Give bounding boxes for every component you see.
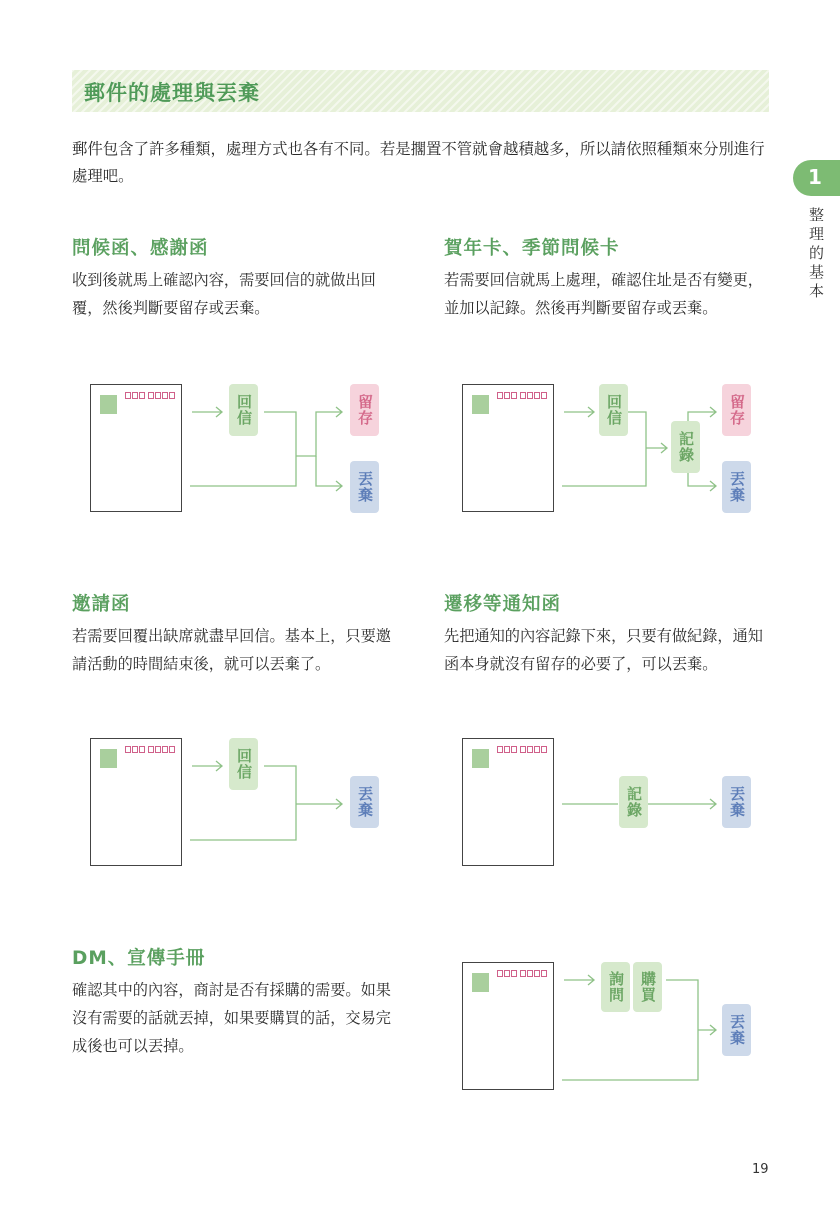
section-body: 確認其中的內容，商討是否有採購的需要。如果沒有需要的話就丟掉，如果要購買的話，交易完成後也可以丟掉。 [72,981,391,1055]
section-heading: DM、宣傳手冊 [72,948,206,969]
page-title: 郵件的處理與丟棄 [84,81,260,105]
zip-code-boxes [125,746,175,755]
flow-diagram [462,384,762,514]
page-number: 19 [752,1162,769,1177]
stamp-icon [472,973,489,992]
section-body: 若需要回覆出缺席就盡早回信。基本上，只要邀請活動的時間結束後，就可以丟棄了。 [72,627,391,673]
tag-record: 記錄 [671,421,700,473]
postcard [462,384,554,512]
section-heading: 邀請函 [72,594,131,615]
zip-code-boxes [125,392,175,401]
tag-keep: 留存 [722,384,751,436]
chapter-number: 1 [808,165,822,189]
page-title-bar [72,70,769,112]
tag-reply: 回信 [599,384,628,436]
stamp-icon [100,749,117,768]
stamp-icon [472,395,489,414]
flow-diagram [462,738,762,868]
tag-discard: 丟棄 [722,1004,751,1056]
tag-discard: 丟棄 [350,776,379,828]
postcard [90,384,182,512]
tag-discard: 丟棄 [722,776,751,828]
tag-reply: 回信 [229,384,258,436]
zip-code-boxes [497,392,547,401]
section-body: 若需要回信就馬上處理，確認住址是否有變更，並加以記錄。然後再判斷要留存或丟棄。 [444,271,763,317]
tag-discard: 丟棄 [722,461,751,513]
flow-diagram [90,738,390,868]
flow-diagram [462,962,762,1092]
tag-purchase: 購買 [633,962,662,1012]
tag-keep: 留存 [350,384,379,436]
tag-record: 記錄 [619,776,648,828]
stamp-icon [472,749,489,768]
section-body: 收到後就馬上確認內容，需要回信的就做出回覆，然後判斷要留存或丟棄。 [72,271,376,317]
section-heading: 問候函、感謝函 [72,238,209,259]
zip-code-boxes [497,746,547,755]
section-body: 先把通知的內容記錄下來，只要有做紀錄，通知函本身就沒有留存的必要了，可以丟棄。 [444,627,763,673]
section-heading: 賀年卡、季節問候卡 [444,238,620,259]
tag-discard: 丟棄 [350,461,379,513]
tag-reply: 回信 [229,738,258,790]
tag-inquire: 詢問 [601,962,630,1012]
postcard [90,738,182,866]
chapter-tab [793,160,840,196]
flow-diagram [90,384,390,514]
chapter-label: 整理的基本 [809,206,825,300]
postcard [462,962,554,1090]
intro-paragraph: 郵件包含了許多種類，處理方式也各有不同。若是擱置不管就會越積越多，所以請依照種類來分別進行處理吧。 [72,140,765,185]
stamp-icon [100,395,117,414]
section-heading: 遷移等通知函 [444,594,562,615]
zip-code-boxes [497,970,547,979]
postcard [462,738,554,866]
